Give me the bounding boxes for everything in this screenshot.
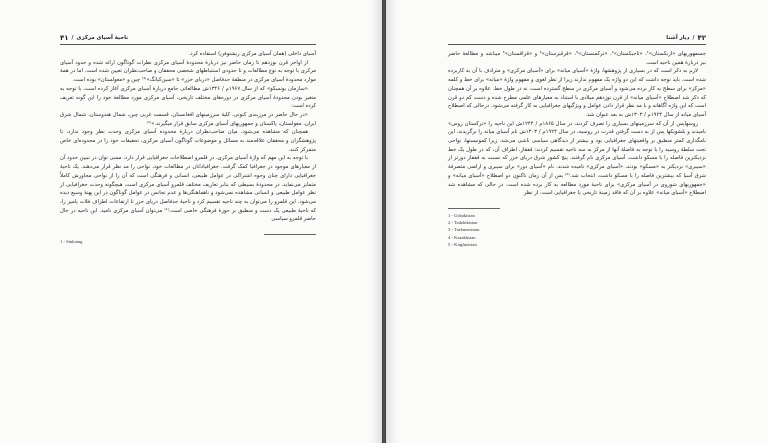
footnote-rule [264, 234, 316, 235]
running-header [448, 33, 706, 45]
paragraph: لازم به ذکر است که در بسیاری از پژوهشها، واژهٔ «آسیای میانه» برای «آسیای مرکزی» و مترادف با آن به کاربرده شده است. باید توجه داشت که این دو واژه یک مفهوم ندارند زیرا از نظر لغوی و مفهوم واژهٔ «میانه» برای خط و کلمه «مرکز» برای سطح به کار برده می‌شود و آسیای مرکزی در سطح گسترده است، نه در طول خط. علاوه بر آن همچنان که ذکر شد اصطلاح «آسیای میانه» از قرن نوزدهم میلادی با استناد به معیارهای علمی مطرح شده و دست کم دو قرن است که این واژه آگاهانه و با مد نظر قرار دادن عوامل و ویژگیهای جغرافیایی به کار گرفته می‌شود. درحالی که اصطلاح آسیای میانه از سال ۱۹۲۴م / ۱۳۰۳ش به بعد عنوان شد. [448, 68, 706, 118]
paragraph: «سازمان یونسکو» که از سال ۱۹۶۷م / ۱۳۴۶ش مطالعاتی جامع دربارهٔ آسیای مرکزی آغاز کرده است، با توجه به متغیر بودن محدودهٔ آسیای مرکزی در دوره‌های مختلف تاریخی، آسیای مرکزی مورد مطالعهٔ خود را این گونه تعریف کرده است: [60, 85, 316, 110]
running-header [60, 33, 316, 45]
footnote: 5 - Kirghizistan [448, 242, 477, 248]
paragraph: روسهاپس از آن که سرزمینهای بسیاری را تصرف کردند، در سال ۱۸۶۵م / ۱۲۴۴ش این ناحیه را «ترکستان روس» نامیدند و بلشویکها پس از به دست گرفتن قدرت در روسیه، در سال ۱۹۲۴م / ۱۳۰۳ش نام آسیای میانه را برگزیدند. این نامگذاری کمتر منطبق بر واقعیتهای جغرافیایی بود و بیشتر از دیدگاهی سیاسی ناشی می‌شد. زیرا کمونیستها، نواحی تحت سلطهٔ روسیه را با توجه به فاصلهٔ آنها از مرکز به سه ناحیه تقسیم کردند: قفقاز، اطراف آن، که در طول یک خط نزدیکترین فاصله را با مسکو داشت، آسیای مرکزی نام گرفتند. پنج کشور شرق دریای خزر که نسبت به قفقاز دورتر از «سیبری» نزدیکتر به «مسکو» بودند، «آسیای مرکزی» نامیده شدند. نام «آسیای دور» برای سیبری و اراضی متصرفهٔ شرق آسیا که بیشترین فاصله را با مسکو داشت، انتخاب شد.⁽²⁾ پس از آن زمان تاکنون دو اصطلاح «آسیای میانه» و «جمهوریهای شوروی در آسیای مرکزی» برای ناحیهٔ مورد مطالعه به کار برده شده است. در حالی که مشاهده شد اصطلاح «آسیای میانه» علاوه بر آن که فاقد زمینهٔ تاریخی یا جغرافیایی است، از نظر [448, 120, 706, 197]
paragraph: آسیای داخلی (همان آسیای مرکزی ریشتوفن) استفاده کرد. [188, 51, 316, 57]
page-number: ۴۲ [697, 33, 706, 42]
footnote-rule [448, 208, 500, 209]
footnote: 4 - Kazakhstan [448, 234, 476, 240]
page-number: ۴۱ [60, 33, 69, 42]
header-title: دیار آشنا [666, 34, 690, 41]
paragraph: همچنان که مشاهده می‌شود، میان صاحب‌نظران دربارهٔ محدوده آسیای مرکزی وحدت نظر وجود ندارد، تا پژوهشگران و محققان علاقه‌مند به مسائل و موضوعات گوناگون آسیای مرکزی، تحقیقات خود را در محدوده‌ای خاص متمرکز کنند. [60, 129, 316, 153]
left-page [0, 0, 382, 443]
footnote: 3 - Turkmenistan [448, 227, 480, 233]
page-shadow [386, 0, 398, 443]
footnote: 2 - Tadzhikistan [448, 219, 478, 225]
footnotes [448, 212, 706, 249]
paragraph: جسمهوریهای «ازبکستان»¹، «تاجیکستان»²، «ترکمنستان»³، «قرقیزستان»⁴ و «قزاقستان»⁵ میباشد و مطالعهٔ حاضر نیز دربارهٔ همین ناحیه است. [448, 51, 706, 66]
page-shadow [370, 0, 382, 443]
header-separator: / [692, 34, 695, 41]
paragraph: «در حال حاضر در مرزبندی کنونی، کلیهٔ سرزمینهای افغانستان، قسمت غربی چین، شمال هندوستان، شمال شرق ایران، مغولستان، پاکستان و جمهوریهای آسیای مرکزی سابق قرار میگیرند.»⁽¹⁾ [60, 111, 316, 127]
header-separator: / [71, 34, 74, 41]
body-text [60, 50, 316, 224]
paragraph: با توجه به این مهم که واژهٔ آسیای مرکزی، در قلمرو اصطلاحات جغرافیایی قرار دارد، مسی توان در تبیین حدود آن از معیارهای موجود در جغرافیا کمک گرفت. جغرافیادانان در مطالعات خود، نواحی را مد نظر قرار می‌دهند. یک ناحیهٔ جغرافیایی دارای چنان وجوه اشتراکی در عوامل طبیعی، انسانی و فرهنگی است که آن را از نواحی مجاورش کاملاً متمایز می‌نماید. در محدودهٔ بسیطی که بنابر تعاریف مختلف قلمرو آسیای مرکزی است، هیچگونه وحدت جغرافیایی از نظر عوامل طبیعی و انسانی مشاهده نمی‌شود و ناهماهنگی‌ها و عدم تجانس در عوامل گوناگون در این پهنهٔ وسیع دیده می‌شود. این قلمرو را می‌توان به چند ناحیه تقسیم کرد و ناحیهٔ حدفاصل دریای خزر تا ارتفاعات اطراف فلات پامیر را، که ناحیهٔ طبیعی یک دست و منطبق بر حوزهٔ فرهنگی خاصی است،⁽¹⁾ می‌توان آسیای مرکزی نامید. این ناحیه در حال حاضر قلمرو سیاسی [60, 155, 316, 223]
paragraph: از اواخر قرن نوزدهم تا زمان حاضر نیز دربارهٔ محدودهٔ آسیای مرکزی نظرات گوناگون ارائه شده و حدود آسیای مرکزی با توجه به نوع مطالعات و تا حدودی استنباطهای شخصی محققان و صاحب‌نظران تعیین شده است. اما در همهٔ موارد محدودهٔ آسیای مرکزی در منطقهٔ حدفاصل «دریای خزر» تا «سین‌کیانگ»⁽¹⁾ چین و «مغولستان» بوده است. [60, 59, 316, 84]
header-title: ناحیهٔ آسیای مرکزی [76, 34, 129, 41]
right-page [386, 0, 768, 443]
footnotes [60, 238, 316, 245]
footnote: 1 - Uzbakistan [448, 212, 475, 218]
footnote: 1 - Sinkiang [60, 238, 83, 244]
body-text [448, 50, 706, 198]
